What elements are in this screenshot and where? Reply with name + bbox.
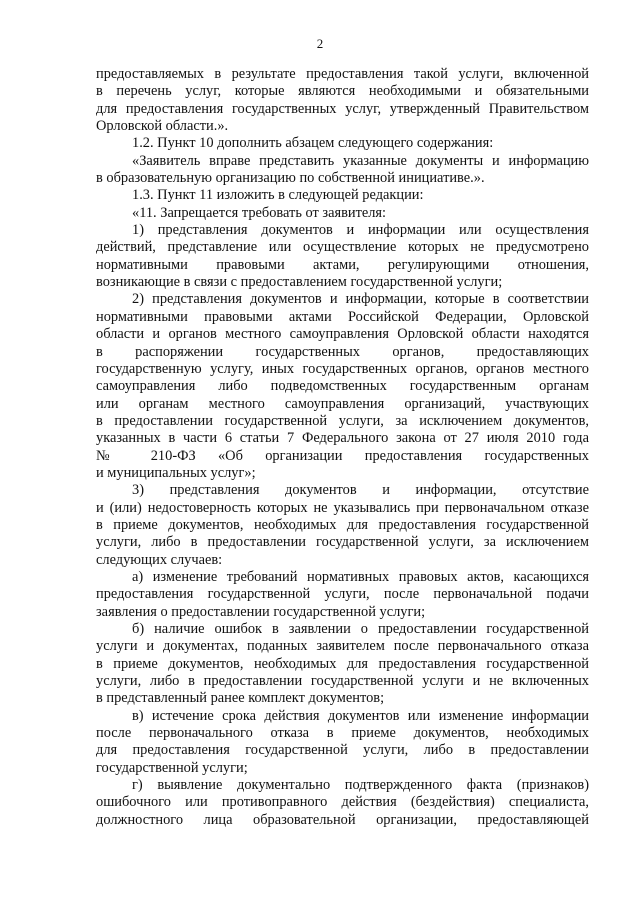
text-line: «11. Запрещается требовать от заявителя: <box>132 204 387 221</box>
text-line: в предоставлении государственной услуги, за исключением документов, <box>96 412 589 429</box>
text-line: в) истечение срока действия документов или изменение информации <box>132 707 589 724</box>
text-line: нормативными правовыми актами, регулирующими отношения, <box>96 256 589 273</box>
text-line: в перечень услуг, которые являются необходимыми и обязательными <box>96 83 589 100</box>
text-line: предоставляемых в результате предоставления такой услуги, включенной <box>96 66 589 82</box>
text-line: 3) представления документов и информации, отсутствие <box>132 482 589 499</box>
text-line: должностного лица образовательной организации, предоставляющей <box>96 811 589 828</box>
text-line: нормативными правовыми актами Российской Федерации, Орловской <box>96 308 589 325</box>
text-line: или органам местного самоуправления организаций, участвующих <box>96 395 589 412</box>
text-line: следующих случаев: <box>96 551 223 568</box>
text-line: а) изменение требований нормативных правовых актов, касающихся <box>132 568 589 585</box>
text-line: самоуправления либо подведомственных государственным органам <box>96 378 589 395</box>
page-number: 2 <box>316 36 324 51</box>
text-line: в представленный ранее комплект документов; <box>96 690 385 707</box>
text-line: Орловской области.». <box>96 118 229 135</box>
text-line: после первоначального отказа в приеме документов, необходимых <box>96 725 589 742</box>
text-line: «Заявитель вправе представить указанные документы и информацию <box>132 152 589 169</box>
text-line: 2) представления документов и информации, которые в соответствии <box>132 291 589 308</box>
text-line: 1.3. Пункт 11 изложить в следующей редакции: <box>132 187 424 204</box>
text-line: области и органов местного самоуправления Орловской области находятся <box>96 326 589 343</box>
text-line: в приеме документов, необходимых для предоставления государственной <box>96 516 589 533</box>
text-line: в приеме документов, необходимых для предоставления государственной <box>96 655 589 672</box>
document-body <box>96 66 589 829</box>
text-line: в образовательную организацию по собственной инициативе.». <box>96 170 485 187</box>
text-line: действий, представление или осуществление которых не предусмотрено <box>96 239 589 256</box>
text-line: для предоставления государственной услуги, либо в предоставлении <box>96 742 589 759</box>
text-line: г) выявление документально подтвержденного факта (признаков) <box>132 777 589 794</box>
text-line: указанных в части 6 статьи 7 Федерального закона от 27 июля 2010 года <box>96 430 589 447</box>
text-line: услуги и документах, поданных заявителем после первоначального отказа <box>96 638 589 655</box>
text-line: 1.2. Пункт 10 дополнить абзацем следующего содержания: <box>132 135 494 152</box>
text-line: и (или) недостоверность которых не указывались при первоначальном отказе <box>96 499 589 516</box>
text-line: предоставления государственной услуги, после первоначальной подачи <box>96 586 589 603</box>
text-line: и муниципальных услуг»; <box>96 464 256 481</box>
text-line: 1) представления документов и информации или осуществления <box>132 222 589 239</box>
text-line: в распоряжении государственных органов, предоставляющих <box>96 343 589 360</box>
text-line: возникающие в связи с предоставлением государственной услуги; <box>96 274 503 291</box>
text-line: б) наличие ошибок в заявлении о предоставлении государственной <box>132 621 589 637</box>
text-line: ошибочного или противоправного действия (бездействия) специалиста, <box>96 794 589 811</box>
text-line: для предоставления государственных услуг, утвержденный Правительством <box>96 100 589 117</box>
text-line: заявления о предоставлении государственной услуги; <box>96 603 426 620</box>
text-line: государственной услуги; <box>96 759 248 776</box>
text-line: государственную услугу, иных государственных органов, органов местного <box>96 360 589 377</box>
text-line: № 210-ФЗ «Об организации предоставления государственных <box>96 447 589 464</box>
text-line: услуги, либо в предоставлении государственной услуги, за исключением <box>96 534 589 551</box>
text-line: услуги, либо в предоставлении государственной услуги и не включенных <box>96 673 589 690</box>
